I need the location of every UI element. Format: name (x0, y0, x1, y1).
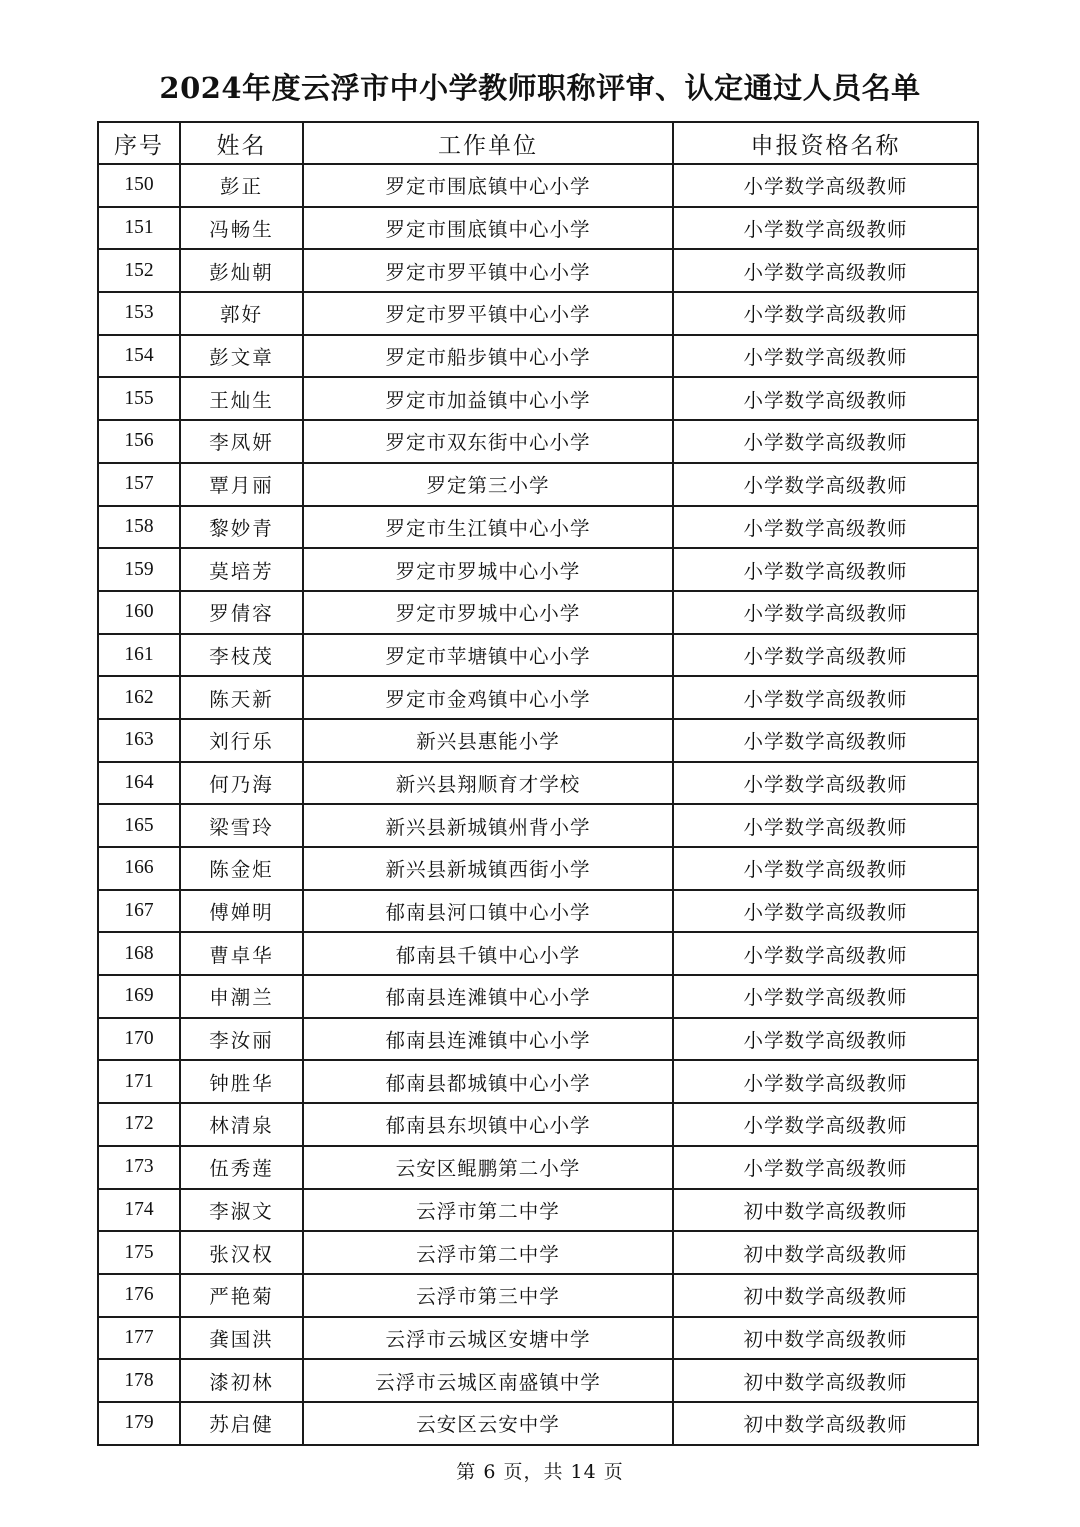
cell-serial-number: 155 (98, 377, 180, 420)
cell-work-unit: 郁南县都城镇中心小学 (303, 1060, 673, 1103)
cell-serial-number: 165 (98, 804, 180, 847)
table-row (98, 335, 978, 378)
cell-qualification: 小学数学高级教师 (673, 847, 978, 890)
cell-name: 彭正 (180, 164, 303, 207)
table-row (98, 1060, 978, 1103)
cell-qualification: 小学数学高级教师 (673, 463, 978, 506)
cell-work-unit: 新兴县新城镇西街小学 (303, 847, 673, 890)
cell-name: 郭好 (180, 292, 303, 335)
cell-name: 申潮兰 (180, 975, 303, 1018)
roster-table (97, 121, 979, 1446)
cell-work-unit: 新兴县新城镇州背小学 (303, 804, 673, 847)
header-work-unit: 工作单位 (303, 122, 673, 164)
cell-serial-number: 173 (98, 1146, 180, 1189)
cell-serial-number: 174 (98, 1189, 180, 1232)
table-row (98, 249, 978, 292)
cell-work-unit: 罗定市船步镇中心小学 (303, 335, 673, 378)
cell-qualification: 初中数学高级教师 (673, 1274, 978, 1317)
cell-serial-number: 151 (98, 207, 180, 250)
cell-serial-number: 177 (98, 1317, 180, 1360)
table-row (98, 463, 978, 506)
cell-work-unit: 云浮市云城区安塘中学 (303, 1317, 673, 1360)
cell-name: 何乃海 (180, 762, 303, 805)
table-row (98, 719, 978, 762)
cell-work-unit: 罗定市罗城中心小学 (303, 591, 673, 634)
table-row (98, 804, 978, 847)
cell-qualification: 小学数学高级教师 (673, 676, 978, 719)
cell-work-unit: 罗定市生江镇中心小学 (303, 506, 673, 549)
table-row (98, 1146, 978, 1189)
table-row (98, 932, 978, 975)
cell-work-unit: 罗定市双东街中心小学 (303, 420, 673, 463)
cell-qualification: 小学数学高级教师 (673, 1060, 978, 1103)
cell-serial-number: 171 (98, 1060, 180, 1103)
table-row (98, 975, 978, 1018)
table-row (98, 1317, 978, 1360)
cell-work-unit: 罗定市围底镇中心小学 (303, 164, 673, 207)
cell-name: 刘行乐 (180, 719, 303, 762)
cell-serial-number: 160 (98, 591, 180, 634)
table-row (98, 1274, 978, 1317)
cell-serial-number: 156 (98, 420, 180, 463)
table-row (98, 548, 978, 591)
cell-work-unit: 新兴县翔顺育才学校 (303, 762, 673, 805)
cell-name: 龚国洪 (180, 1317, 303, 1360)
cell-qualification: 小学数学高级教师 (673, 591, 978, 634)
cell-qualification: 初中数学高级教师 (673, 1317, 978, 1360)
cell-work-unit: 罗定市苹塘镇中心小学 (303, 634, 673, 677)
table-row (98, 506, 978, 549)
cell-name: 李凤妍 (180, 420, 303, 463)
cell-work-unit: 罗定市罗平镇中心小学 (303, 249, 673, 292)
cell-qualification: 小学数学高级教师 (673, 506, 978, 549)
cell-name: 黎妙青 (180, 506, 303, 549)
cell-name: 陈金炬 (180, 847, 303, 890)
cell-work-unit: 新兴县惠能小学 (303, 719, 673, 762)
table-row (98, 164, 978, 207)
cell-work-unit: 云安区云安中学 (303, 1402, 673, 1445)
cell-name: 苏启健 (180, 1402, 303, 1445)
cell-qualification: 小学数学高级教师 (673, 207, 978, 250)
cell-work-unit: 云安区鲲鹏第二小学 (303, 1146, 673, 1189)
cell-work-unit: 郁南县连滩镇中心小学 (303, 1018, 673, 1061)
header-serial-number: 序号 (98, 122, 180, 164)
cell-serial-number: 154 (98, 335, 180, 378)
cell-name: 曹卓华 (180, 932, 303, 975)
cell-qualification: 小学数学高级教师 (673, 762, 978, 805)
cell-serial-number: 172 (98, 1103, 180, 1146)
document-title: 2024年度云浮市中小学教师职称评审、认定通过人员名单 (159, 71, 921, 105)
cell-serial-number: 159 (98, 548, 180, 591)
cell-work-unit: 罗定市加益镇中心小学 (303, 377, 673, 420)
cell-name: 伍秀莲 (180, 1146, 303, 1189)
cell-qualification: 小学数学高级教师 (673, 890, 978, 933)
table-row (98, 1402, 978, 1445)
table-row (98, 377, 978, 420)
table-row (98, 207, 978, 250)
cell-work-unit: 郁南县千镇中心小学 (303, 932, 673, 975)
cell-name: 梁雪玲 (180, 804, 303, 847)
table-row (98, 1231, 978, 1274)
cell-qualification: 小学数学高级教师 (673, 1103, 978, 1146)
cell-serial-number: 163 (98, 719, 180, 762)
cell-name: 张汉权 (180, 1231, 303, 1274)
cell-work-unit: 罗定市罗平镇中心小学 (303, 292, 673, 335)
table-row (98, 890, 978, 933)
cell-work-unit: 云浮市第二中学 (303, 1189, 673, 1232)
cell-name: 覃月丽 (180, 463, 303, 506)
cell-work-unit: 云浮市云城区南盛镇中学 (303, 1359, 673, 1402)
table-row (98, 1103, 978, 1146)
cell-qualification: 初中数学高级教师 (673, 1359, 978, 1402)
table-row (98, 1018, 978, 1061)
cell-name: 莫培芳 (180, 548, 303, 591)
cell-work-unit: 罗定市围底镇中心小学 (303, 207, 673, 250)
cell-work-unit: 罗定市金鸡镇中心小学 (303, 676, 673, 719)
table-row (98, 1189, 978, 1232)
roster-table-body (98, 164, 978, 1445)
cell-qualification: 小学数学高级教师 (673, 1146, 978, 1189)
cell-work-unit: 云浮市第三中学 (303, 1274, 673, 1317)
table-row (98, 292, 978, 335)
cell-name: 王灿生 (180, 377, 303, 420)
table-header-row (98, 122, 978, 164)
cell-serial-number: 170 (98, 1018, 180, 1061)
header-qualification: 申报资格名称 (673, 122, 978, 164)
cell-serial-number: 168 (98, 932, 180, 975)
cell-name: 钟胜华 (180, 1060, 303, 1103)
table-row (98, 1359, 978, 1402)
cell-serial-number: 162 (98, 676, 180, 719)
cell-qualification: 小学数学高级教师 (673, 634, 978, 677)
cell-qualification: 小学数学高级教师 (673, 719, 978, 762)
table-row (98, 591, 978, 634)
cell-qualification: 小学数学高级教师 (673, 548, 978, 591)
cell-work-unit: 罗定第三小学 (303, 463, 673, 506)
cell-name: 李枝茂 (180, 634, 303, 677)
cell-qualification: 小学数学高级教师 (673, 249, 978, 292)
cell-serial-number: 176 (98, 1274, 180, 1317)
cell-work-unit: 郁南县东坝镇中心小学 (303, 1103, 673, 1146)
cell-name: 严艳菊 (180, 1274, 303, 1317)
cell-name: 李汝丽 (180, 1018, 303, 1061)
cell-qualification: 初中数学高级教师 (673, 1231, 978, 1274)
cell-serial-number: 158 (98, 506, 180, 549)
cell-qualification: 小学数学高级教师 (673, 377, 978, 420)
cell-serial-number: 179 (98, 1402, 180, 1445)
page-number-footer: 第 6 页，共 14 页 (456, 1461, 624, 1483)
cell-qualification: 小学数学高级教师 (673, 420, 978, 463)
cell-qualification: 初中数学高级教师 (673, 1189, 978, 1232)
cell-serial-number: 153 (98, 292, 180, 335)
cell-qualification: 小学数学高级教师 (673, 804, 978, 847)
cell-work-unit: 郁南县连滩镇中心小学 (303, 975, 673, 1018)
cell-work-unit: 罗定市罗城中心小学 (303, 548, 673, 591)
cell-name: 李淑文 (180, 1189, 303, 1232)
cell-serial-number: 152 (98, 249, 180, 292)
cell-serial-number: 167 (98, 890, 180, 933)
cell-qualification: 小学数学高级教师 (673, 975, 978, 1018)
table-row (98, 676, 978, 719)
cell-name: 彭文章 (180, 335, 303, 378)
header-name: 姓名 (180, 122, 303, 164)
cell-qualification: 小学数学高级教师 (673, 335, 978, 378)
cell-name: 彭灿朝 (180, 249, 303, 292)
cell-qualification: 小学数学高级教师 (673, 932, 978, 975)
cell-work-unit: 云浮市第二中学 (303, 1231, 673, 1274)
cell-serial-number: 169 (98, 975, 180, 1018)
cell-serial-number: 178 (98, 1359, 180, 1402)
cell-serial-number: 164 (98, 762, 180, 805)
cell-serial-number: 150 (98, 164, 180, 207)
cell-serial-number: 157 (98, 463, 180, 506)
table-row (98, 762, 978, 805)
cell-name: 罗倩容 (180, 591, 303, 634)
cell-name: 陈天新 (180, 676, 303, 719)
cell-name: 冯畅生 (180, 207, 303, 250)
cell-name: 漆初林 (180, 1359, 303, 1402)
cell-name: 傅婵明 (180, 890, 303, 933)
cell-qualification: 小学数学高级教师 (673, 1018, 978, 1061)
table-row (98, 634, 978, 677)
cell-serial-number: 166 (98, 847, 180, 890)
cell-qualification: 小学数学高级教师 (673, 164, 978, 207)
cell-serial-number: 175 (98, 1231, 180, 1274)
cell-serial-number: 161 (98, 634, 180, 677)
cell-name: 林清泉 (180, 1103, 303, 1146)
cell-qualification: 初中数学高级教师 (673, 1402, 978, 1445)
table-row (98, 420, 978, 463)
cell-qualification: 小学数学高级教师 (673, 292, 978, 335)
table-row (98, 847, 978, 890)
cell-work-unit: 郁南县河口镇中心小学 (303, 890, 673, 933)
